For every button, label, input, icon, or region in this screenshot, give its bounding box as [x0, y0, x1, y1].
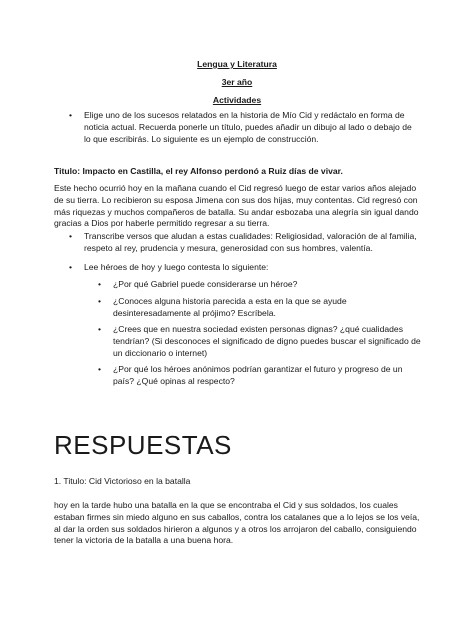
bullet-marker: • — [98, 296, 102, 306]
example-body: Este hecho ocurrió hoy en la mañana cuando el Cid regresó luego de estar varios años alejado de su tierra. Lo recibieron su esposa Jimena con sus dos hijas, muy contentas. Cid regresó con más riquezas y muchos compañeros de batalla. Su andar esbozaba una alegría sin igual dando gracias a Dios por haberle permitido regresar a su tierra. — [54, 183, 419, 229]
bullet-marker: • — [69, 231, 73, 241]
grade-label: 3er año — [221, 77, 253, 87]
bullet-marker: • — [69, 262, 73, 272]
question-item: ¿Crees que en nuestra sociedad existen personas dignas? ¿qué cualidades tendrían? (Si desconoces el significado de digno puedes buscar el significado de un diccionario o internet) — [113, 324, 421, 358]
activities-heading: Actividades — [212, 95, 262, 105]
answers-heading: RESPUESTAS — [54, 430, 232, 460]
question-item: ¿Conoces alguna historia parecida a esta en la que se ayude desinteresadamente al prójimo? Escríbela. — [113, 296, 347, 318]
example-title: Titulo: Impacto en Castilla, el rey Alfonso perdonó a Ruiz días de vivar. — [54, 166, 343, 176]
bullet-marker: • — [98, 364, 102, 374]
instructions-text: Elige uno de los sucesos relatados en la historia de Mío Cid y redáctalo en forma de noticia actual. Recuerda ponerle un título, puedes añadir un dibujo al lado o debajo de lo que escribirás. Lo siguiente es un ejemplo de construcción. — [84, 110, 412, 144]
transcribe-task: Transcribe versos que aludan a estas cualidades: Religiosidad, valoración de al familia, respeto al rey, prudencia y mesura, generosidad con sus hombres, valentía. — [84, 231, 417, 253]
bullet-marker: • — [98, 279, 102, 289]
answer-title: 1. Titulo: Cid Victorioso en la batalla — [54, 476, 191, 486]
bullet-marker: • — [98, 324, 102, 334]
bullet-marker: • — [69, 110, 73, 120]
question-item: ¿Por qué los héroes anónimos podrían garantizar el futuro y progreso de un país? ¿Qué opinas al respecto? — [113, 364, 403, 386]
answer-body: hoy en la tarde hubo una batalla en la que se encontraba el Cid y sus soldados, los cuales estaban firmes sin miedo alguno en sus caballos, contra los catalanes que a lo lejos se los veía, al dar la orden sus soldados hirieron a algunos y a otros los arrojaron del caballo, consiguiendo tener la victoria de la batalla a una buena hora. — [54, 500, 420, 546]
question-item: ¿Por qué Gabriel puede considerarse un héroe? — [113, 279, 298, 289]
course-title: Lengua y Literatura — [197, 59, 277, 69]
read-task: Lee héroes de hoy y luego contesta lo siguiente: — [84, 262, 269, 272]
